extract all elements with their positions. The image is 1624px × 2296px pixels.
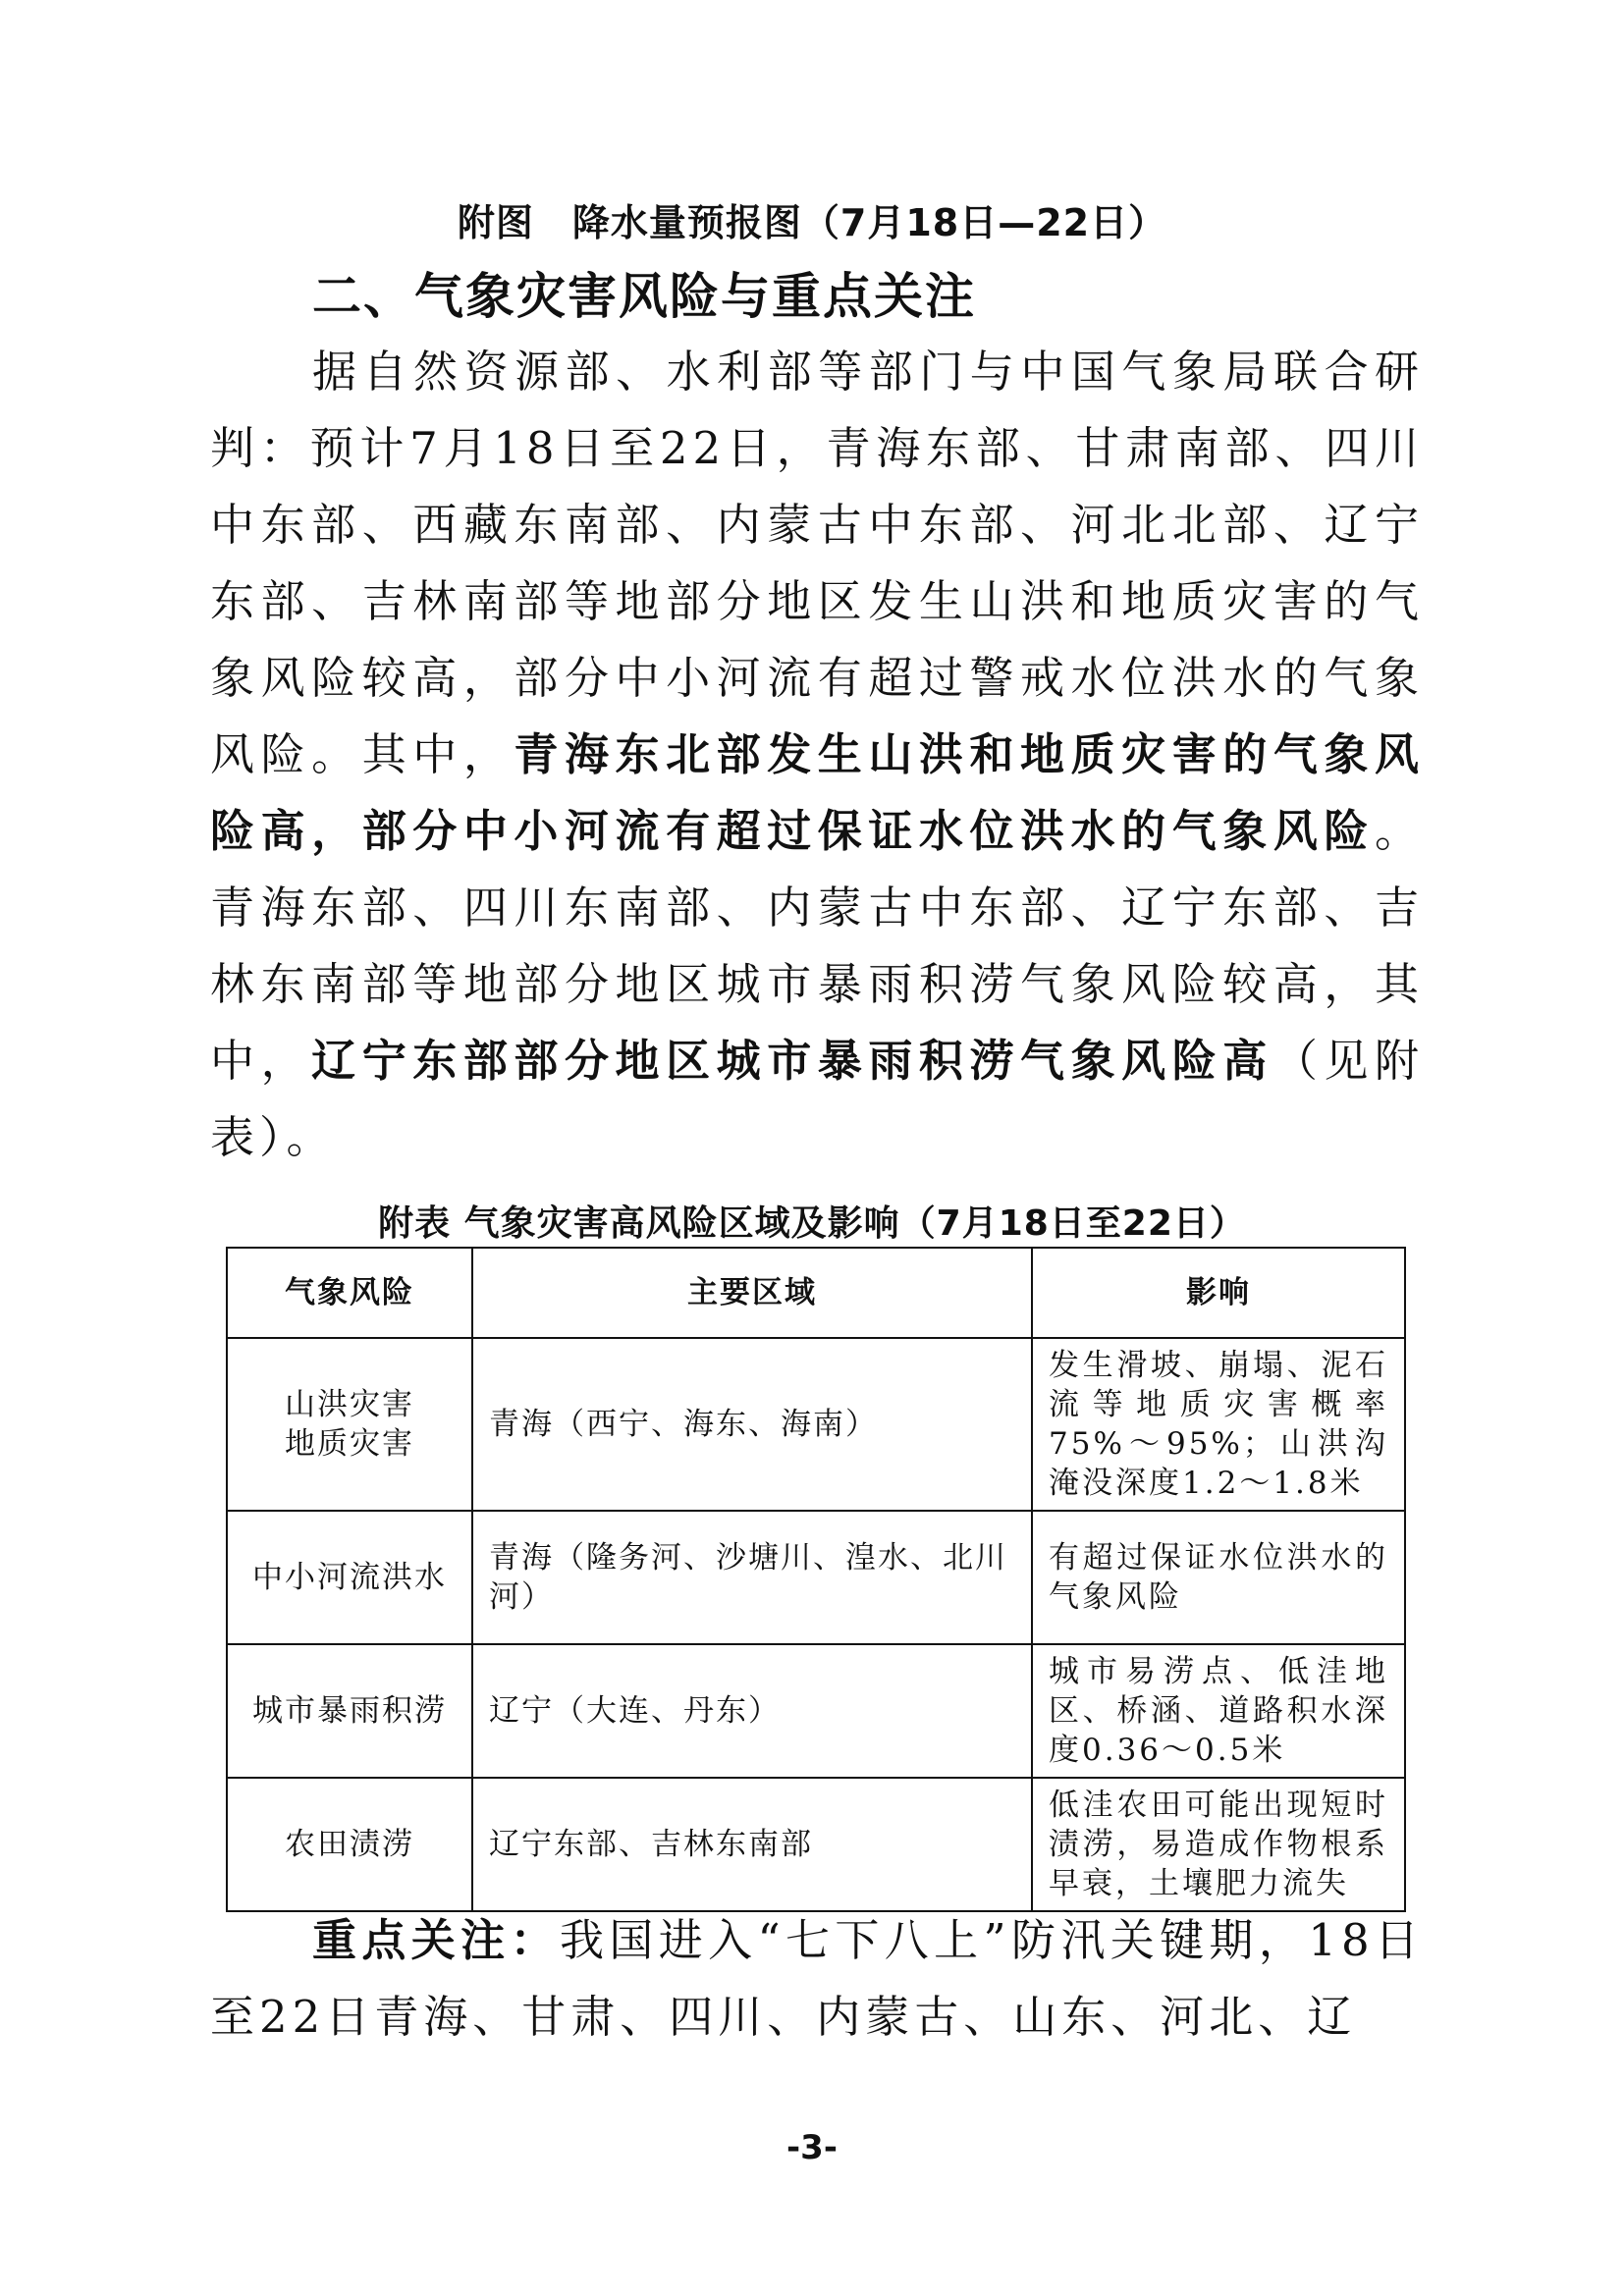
cell-impact: 发生滑坡、崩塌、泥石流等地质灾害概率75%～95%；山洪沟淹没深度1.2～1.8米 (1032, 1338, 1405, 1511)
paragraph-bold-2: 辽宁东部部分地区城市暴雨积涝气象风险高 (311, 1035, 1273, 1087)
header-impact: 影响 (1032, 1248, 1405, 1338)
cell-risk: 城市暴雨积涝 (227, 1644, 472, 1778)
focus-text: 我国进入“七下八上”防汛关键期，18日至22日青海、甘肃、四川、内蒙古、山东、河北、辽 (210, 1914, 1424, 2043)
figure-caption: 附图 降水量预报图（7月18日—22日） (457, 201, 1167, 244)
paragraph-text-2: 。青海东部、四川东南部、内蒙古中东部、辽宁东部、吉林东南部等地部分地区城市暴雨积涝气象风险较高，其中， (210, 805, 1424, 1087)
risk-line: 地质灾害 (285, 1426, 414, 1462)
focus-label: 重点关注： (312, 1914, 560, 1966)
table-row (227, 1338, 1405, 1511)
cell-region: 青海（隆务河、沙塘川、湟水、北川河） (472, 1511, 1032, 1644)
cell-risk (227, 1338, 472, 1511)
cell-impact: 有超过保证水位洪水的气象风险 (1032, 1511, 1405, 1644)
table-row (227, 1644, 1405, 1778)
table-row (227, 1778, 1405, 1911)
header-risk: 气象风险 (227, 1248, 472, 1338)
table-row (227, 1511, 1405, 1644)
risk-table (226, 1247, 1406, 1912)
cell-region: 青海（西宁、海东、海南） (472, 1338, 1032, 1511)
risk-line: 山洪灾害 (285, 1387, 414, 1422)
cell-impact: 低洼农田可能出现短时渍涝，易造成作物根系早衰，土壤肥力流失 (1032, 1778, 1405, 1911)
cell-impact: 城市易涝点、低洼地区、桥涵、道路积水深度0.36～0.5米 (1032, 1644, 1405, 1778)
cell-region: 辽宁（大连、丹东） (472, 1644, 1032, 1778)
body-paragraph (210, 334, 1424, 1176)
paragraph-bold-1: 青海东北部发生山洪和地质灾害的气象风险高，部分中小河流有超过保证水位洪水的气象风险 (210, 728, 1424, 857)
section-heading: 二、气象灾害风险与重点关注 (312, 268, 976, 325)
page-number: -3- (786, 2128, 838, 2167)
focus-paragraph (210, 1902, 1424, 2056)
table-header-row (227, 1248, 1405, 1338)
header-region: 主要区域 (472, 1248, 1032, 1338)
cell-region: 辽宁东部、吉林东南部 (472, 1778, 1032, 1911)
paragraph-text-3: （见附表）。 (210, 1035, 1424, 1163)
cell-risk: 中小河流洪水 (227, 1511, 472, 1644)
cell-risk: 农田渍涝 (227, 1778, 472, 1911)
paragraph-text-1: 据自然资源部、水利部等部门与中国气象局联合研判：预计7月18日至22日，青海东部、甘肃南部、四川中东部、西藏东南部、内蒙古中东部、河北北部、辽宁东部、吉林南部等地部分地区发生山洪和地质灾害的气象风险较高，部分中小河流有超过警戒水位洪水的气象风险。其中， (210, 346, 1424, 780)
table-caption: 附表 气象灾害高风险区域及影响（7月18日至22日） (378, 1203, 1246, 1244)
